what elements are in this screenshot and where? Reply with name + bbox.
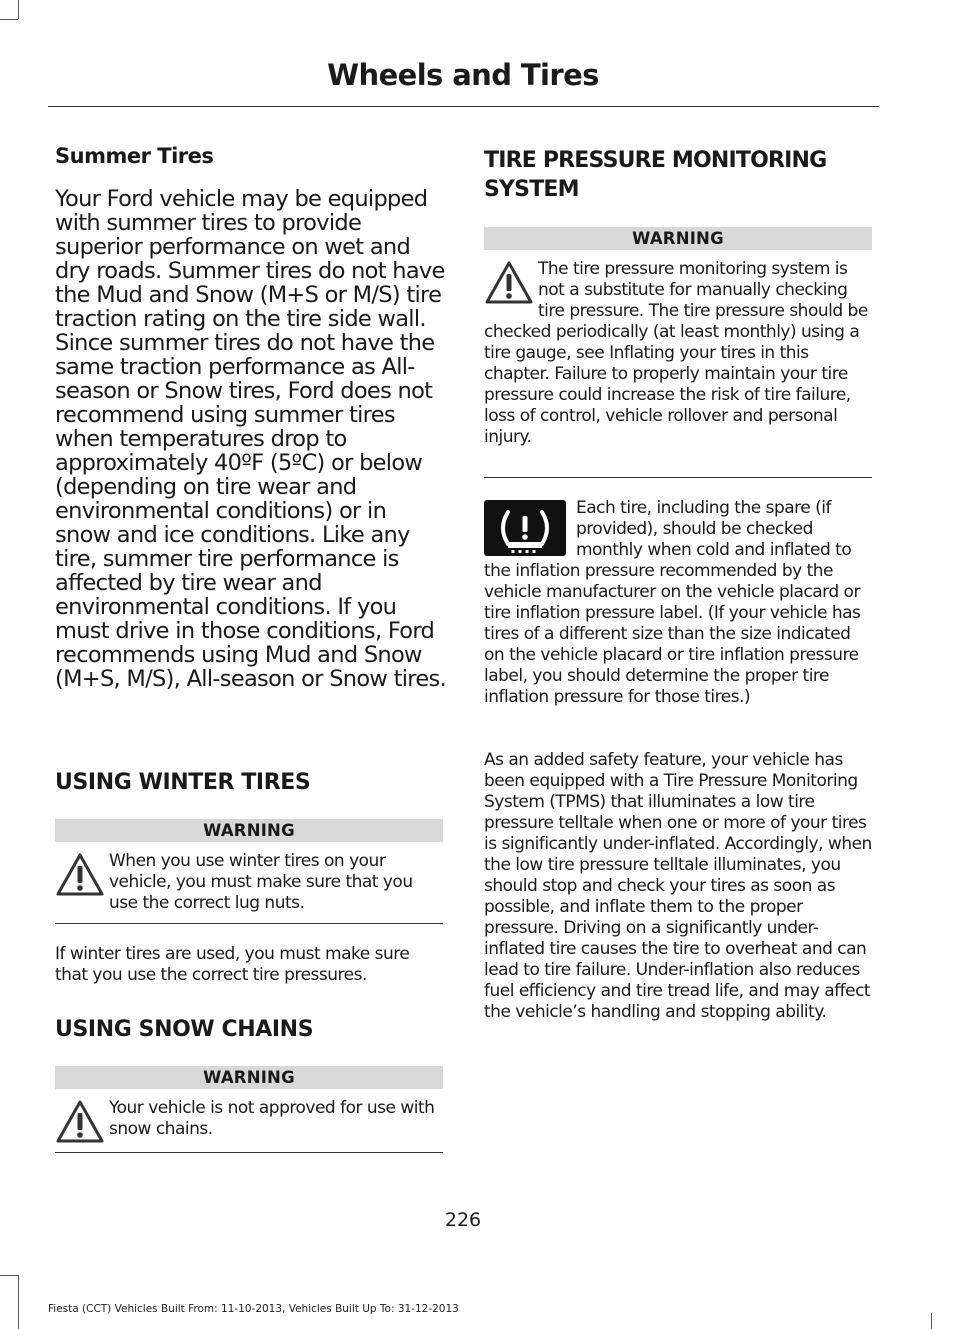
winter-warning-box: [55, 819, 443, 924]
warning-label: WARNING: [55, 819, 443, 842]
tpms-check-block: [484, 498, 874, 708]
crop-mark: [18, 0, 19, 19]
crop-mark: [18, 1275, 19, 1329]
winter-tires-paragraph: If winter tires are used, you must make sure that you use the correct tire pressures.: [55, 944, 410, 985]
title-divider: [48, 106, 879, 107]
crop-mark: [0, 19, 18, 20]
tpms-check-text: Each tire, including the spare (if provided), should be checked monthly when cold and inflated to the inflation pressure recommended by the vehicle manufacturer on the vehicle placard or tire inflation pressure label. (If your vehicle has tires of a different size than the size indicated on the vehicle placard or tire inflation pressure label, you should determine the proper tire inflation pressure for those tires.): [484, 498, 861, 707]
warning-label: WARNING: [484, 227, 872, 250]
chains-warning-box: [55, 1066, 443, 1153]
tpms-warning-box: [484, 227, 872, 478]
warning-triangle-icon: [55, 1099, 105, 1145]
summer-tires-paragraph: Your Ford vehicle may be equipped with summer tires to provide superior performance on wet and dry roads. Summer tires do not have the Mud and Snow (M+S or M/S) tire traction rating on the tire side wall. Since summer tires do not have the same traction performance as All-season or Snow tires, Ford does not recommend using summer tires when temperatures drop to approximately 40ºF (5ºC) or below (depending on tire wear and environmental conditions) or in snow and ice conditions. Like any tire, summer tire performance is affected by tire wear and environmental conditions. If you must drive in those conditions, Ford recommends using Mud and Snow (M+S, M/S), All-season or Snow tires.: [55, 186, 446, 692]
tpms-feature-paragraph: As an added safety feature, your vehicle has been equipped with a Tire Pressure Monitoring System (TPMS) that illuminates a low tire pressure telltale when one or more of your tires is significantly under-inflated. Accordingly, when the low tire pressure telltale illuminates, you should stop and check your tires as soon as possible, and inflate them to the proper pressure. Driving on a significantly under-inflated tire causes the tire to overheat and can lead to tire failure. Under-inflation also reduces fuel efficiency and tire tread life, and may affect the vehicle’s handling and stopping ability.: [484, 750, 872, 1022]
snow-chains-heading: USING SNOW CHAINS: [55, 1017, 314, 1042]
tpms-heading: TIRE PRESSURE MONITORING SYSTEM: [484, 148, 827, 202]
warning-triangle-icon: [484, 260, 534, 306]
tpms-warning-text: The tire pressure monitoring system is not a substitute for manually checking tire pressure. The tire pressure should be checked periodically (at least monthly) using a tire gauge, see Inflating your tires in this chapter. Failure to properly maintain your tire pressure could increase the risk of tire failure, loss of control, vehicle rollover and personal injury.: [484, 259, 868, 447]
crop-mark: [0, 1275, 18, 1276]
crop-mark: [931, 1313, 932, 1329]
tire-pressure-icon: [484, 500, 566, 556]
winter-warning-text: When you use winter tires on your vehicle, you must make sure that you use the correct lug nuts.: [109, 851, 413, 913]
chains-warning-text: Your vehicle is not approved for use with snow chains.: [109, 1098, 435, 1139]
page-number: 226: [444, 1209, 482, 1231]
warning-label: WARNING: [55, 1066, 443, 1089]
warning-triangle-icon: [55, 852, 105, 898]
winter-tires-heading: USING WINTER TIRES: [55, 770, 311, 795]
page-title: Wheels and Tires: [327, 58, 599, 92]
summer-tires-heading: Summer Tires: [55, 144, 214, 168]
footer-text: Fiesta (CCT) Vehicles Built From: 11-10-2013, Vehicles Built Up To: 31-12-2013: [48, 1303, 459, 1315]
